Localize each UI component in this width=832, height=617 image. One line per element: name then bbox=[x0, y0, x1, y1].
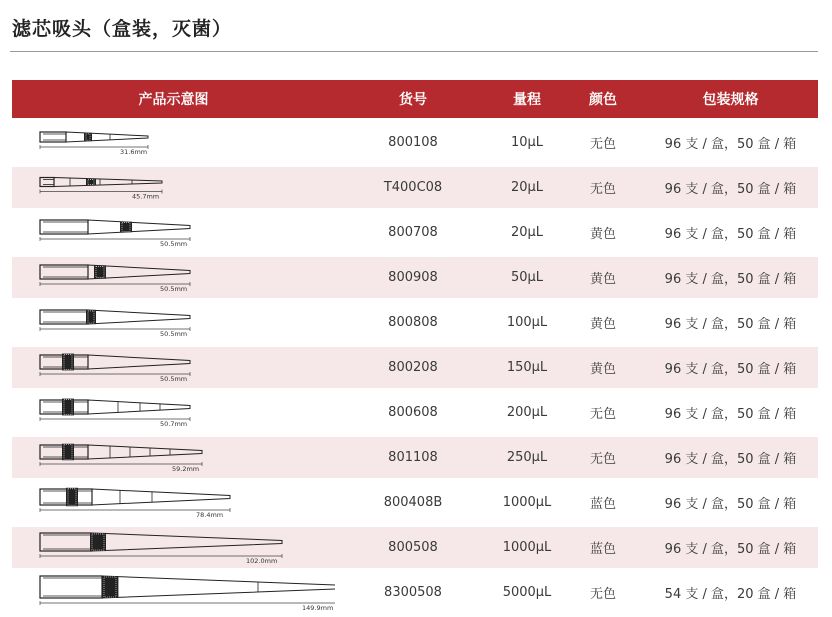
tip-hub bbox=[40, 178, 54, 187]
tip-body bbox=[88, 400, 190, 414]
tip-length-label: 50.5mm bbox=[160, 330, 188, 338]
cell-code: 800508 bbox=[335, 527, 491, 568]
cell-color: 黄色 bbox=[563, 302, 643, 343]
table-row bbox=[12, 167, 818, 208]
cell-code: 801108 bbox=[335, 437, 491, 478]
tip-filter bbox=[62, 444, 74, 461]
tip-diagram bbox=[12, 122, 335, 163]
tip-length-label: 50.7mm bbox=[160, 420, 188, 428]
table-row bbox=[12, 122, 818, 163]
cell-code: 8300508 bbox=[335, 572, 491, 613]
cell-color: 无色 bbox=[563, 122, 643, 163]
cell-color: 无色 bbox=[563, 392, 643, 433]
header-image: 产品示意图 bbox=[12, 80, 335, 118]
table-row bbox=[12, 302, 818, 343]
header-color: 颜色 bbox=[563, 80, 643, 118]
tip-body bbox=[88, 220, 190, 234]
cell-code: 800108 bbox=[335, 122, 491, 163]
cell-code: 800808 bbox=[335, 302, 491, 343]
table-header-row bbox=[12, 80, 818, 118]
tip-filter bbox=[90, 533, 106, 551]
cell-volume: 5000μL bbox=[491, 572, 563, 613]
tip-length-label: 149.9mm bbox=[302, 604, 334, 612]
cell-pack: 96 支 / 盒，50 盒 / 箱 bbox=[643, 122, 818, 163]
tip-diagram bbox=[12, 302, 335, 343]
cell-color: 黄色 bbox=[563, 347, 643, 388]
tip-diagram bbox=[12, 527, 335, 568]
tip-diagram bbox=[12, 437, 335, 478]
cell-pack: 96 支 / 盒，50 盒 / 箱 bbox=[643, 482, 818, 523]
cell-pack: 96 支 / 盒，50 盒 / 箱 bbox=[643, 392, 818, 433]
cell-volume: 20μL bbox=[491, 167, 563, 208]
table-body bbox=[12, 122, 818, 613]
tip-diagram bbox=[12, 212, 335, 253]
tip-length-label: 45.7mm bbox=[132, 192, 160, 201]
cell-code: 800708 bbox=[335, 212, 491, 253]
tip-hub bbox=[40, 533, 92, 551]
tip-diagram bbox=[12, 572, 335, 613]
tip-diagram bbox=[12, 167, 335, 208]
cell-code: 800208 bbox=[335, 347, 491, 388]
cell-code: 800908 bbox=[335, 257, 491, 298]
cell-volume: 1000μL bbox=[491, 527, 563, 568]
tip-body bbox=[92, 489, 230, 505]
tip-body bbox=[88, 445, 202, 459]
cell-pack: 96 支 / 盒，50 盒 / 箱 bbox=[643, 527, 818, 568]
tip-length-label: 50.5mm bbox=[160, 375, 188, 383]
table-row bbox=[12, 437, 818, 478]
cell-pack: 96 支 / 盒，50 盒 / 箱 bbox=[643, 347, 818, 388]
tip-filter bbox=[86, 310, 96, 324]
page-title: 滤芯吸头（盒装，灭菌） bbox=[12, 18, 233, 40]
table-row bbox=[12, 527, 818, 568]
tip-length-label: 50.5mm bbox=[160, 240, 188, 248]
table-row bbox=[12, 572, 818, 613]
table-row bbox=[12, 257, 818, 298]
cell-pack: 54 支 / 盒，20 盒 / 箱 bbox=[643, 572, 818, 613]
cell-code: 800408B bbox=[335, 482, 491, 523]
cell-color: 黄色 bbox=[563, 212, 643, 253]
cell-color: 无色 bbox=[563, 167, 643, 208]
table-row bbox=[12, 212, 818, 253]
cell-pack: 96 支 / 盒，50 盒 / 箱 bbox=[643, 212, 818, 253]
header-pack: 包装规格 bbox=[643, 80, 818, 118]
tip-length-label: 31.6mm bbox=[120, 148, 148, 156]
cell-volume: 150μL bbox=[491, 347, 563, 388]
cell-volume: 250μL bbox=[491, 437, 563, 478]
cell-pack: 96 支 / 盒，50 盒 / 箱 bbox=[643, 167, 818, 208]
tip-diagram bbox=[12, 257, 335, 298]
cell-pack: 96 支 / 盒，50 盒 / 箱 bbox=[643, 437, 818, 478]
tip-filter bbox=[102, 576, 118, 598]
cell-pack: 96 支 / 盒，50 盒 / 箱 bbox=[643, 302, 818, 343]
cell-color: 黄色 bbox=[563, 257, 643, 298]
table-row bbox=[12, 392, 818, 433]
tip-diagram bbox=[12, 347, 335, 388]
cell-code: 800608 bbox=[335, 392, 491, 433]
cell-volume: 1000μL bbox=[491, 482, 563, 523]
tip-length-label: 102.0mm bbox=[246, 557, 278, 565]
tip-body bbox=[66, 132, 148, 142]
product-table bbox=[12, 76, 818, 617]
table-row bbox=[12, 482, 818, 523]
cell-code: T400C08 bbox=[335, 167, 491, 208]
cell-volume: 20μL bbox=[491, 212, 563, 253]
cell-volume: 10μL bbox=[491, 122, 563, 163]
cell-color: 无色 bbox=[563, 437, 643, 478]
tip-length-label: 50.5mm bbox=[160, 285, 188, 293]
tip-body bbox=[102, 576, 335, 598]
tip-length-label: 59.2mm bbox=[172, 465, 200, 473]
table-row bbox=[12, 347, 818, 388]
tip-body bbox=[88, 310, 190, 324]
cell-color: 蓝色 bbox=[563, 482, 643, 523]
header-volume: 量程 bbox=[491, 80, 563, 118]
tip-hub bbox=[40, 576, 102, 598]
tip-body bbox=[88, 355, 190, 369]
title-divider bbox=[10, 51, 818, 52]
tip-length-label: 78.4mm bbox=[196, 511, 224, 519]
tip-diagram bbox=[12, 392, 335, 433]
tip-body bbox=[92, 533, 282, 551]
header-code: 货号 bbox=[335, 80, 491, 118]
cell-volume: 100μL bbox=[491, 302, 563, 343]
tip-hub bbox=[40, 132, 66, 142]
tip-diagram bbox=[12, 482, 335, 523]
cell-color: 蓝色 bbox=[563, 527, 643, 568]
cell-color: 无色 bbox=[563, 572, 643, 613]
cell-volume: 50μL bbox=[491, 257, 563, 298]
cell-volume: 200μL bbox=[491, 392, 563, 433]
cell-pack: 96 支 / 盒，50 盒 / 箱 bbox=[643, 257, 818, 298]
